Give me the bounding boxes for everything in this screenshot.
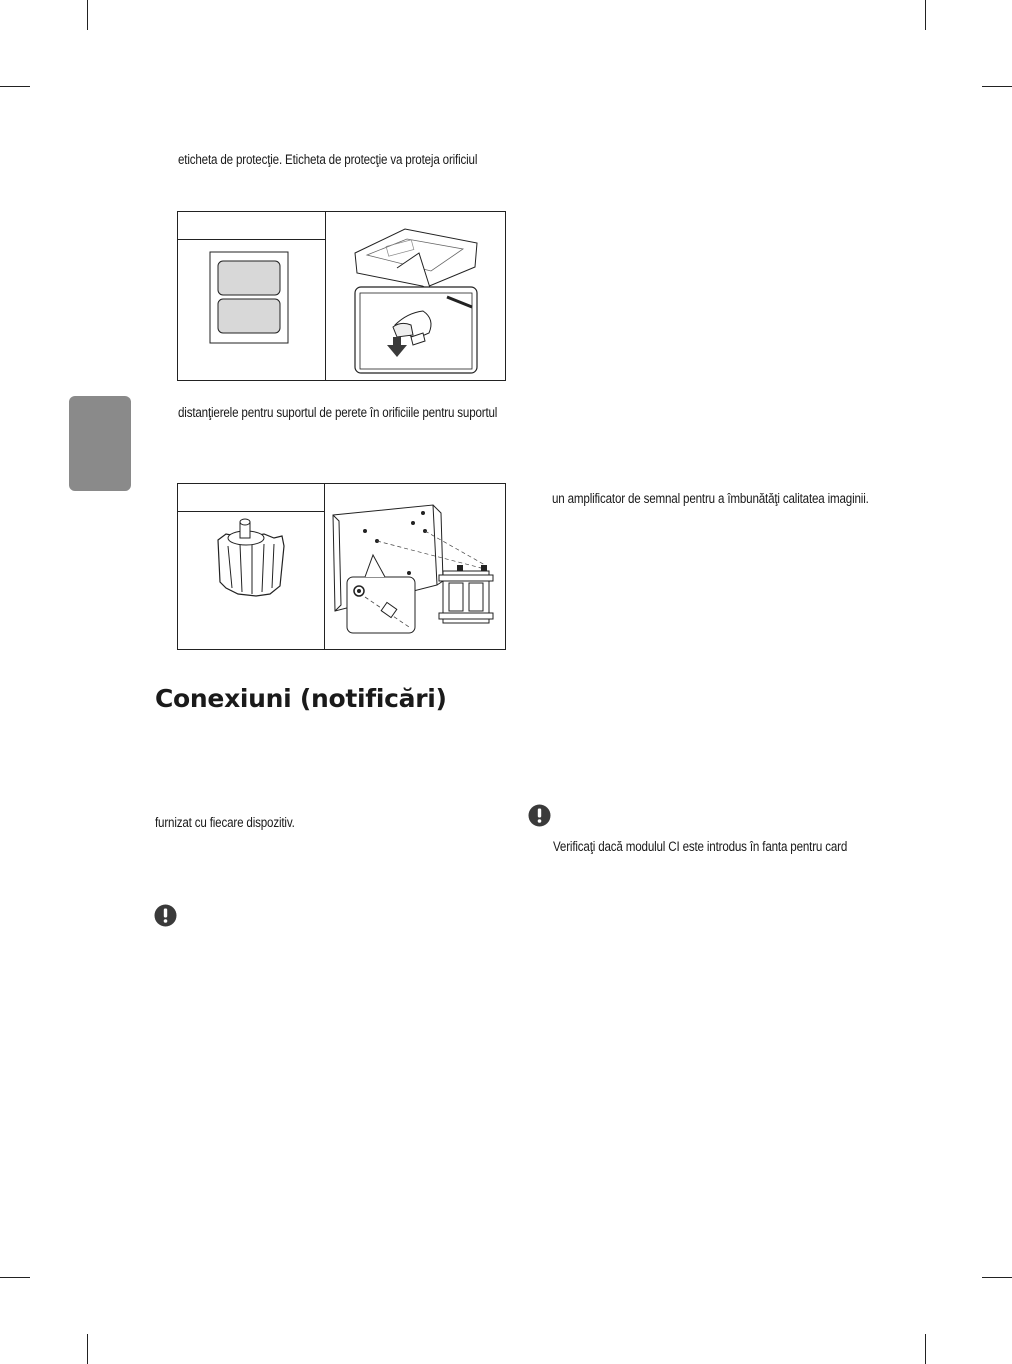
label-sheet-illustration [178, 240, 325, 380]
wall-mount-illustration-table [177, 483, 506, 650]
ci-module-text: Verificaţi dacă modulul CI este introdus în fanta pentru card [553, 839, 848, 854]
crop-mark [925, 0, 926, 30]
crop-mark [0, 86, 30, 87]
intro-protective-label-text: eticheta de protecţie. Eticheta de protecţie va proteja orificiul [178, 152, 478, 167]
wall-mount-illustration [325, 485, 505, 648]
spacer-illustration [178, 512, 324, 649]
tv-back-label-illustration [327, 213, 505, 379]
signal-amplifier-text: un amplificator de semnal pentru a îmbunătăţi calitatea imaginii. [552, 491, 869, 506]
caution-icon [154, 904, 177, 927]
protective-label-illustration-table [177, 211, 506, 381]
crop-mark [982, 1277, 1012, 1278]
crop-mark [982, 86, 1012, 87]
section-heading: Conexiuni (notificări) [155, 684, 447, 713]
crop-mark [87, 0, 88, 30]
caution-icon [528, 804, 551, 827]
crop-mark [925, 1334, 926, 1364]
device-cable-text: furnizat cu fiecare dispozitiv. [155, 815, 295, 830]
crop-mark [87, 1334, 88, 1364]
crop-mark [0, 1277, 30, 1278]
intro-spacers-text: distanţierele pentru suportul de perete în orificiile pentru suportul [178, 405, 498, 420]
language-tab [69, 396, 131, 491]
